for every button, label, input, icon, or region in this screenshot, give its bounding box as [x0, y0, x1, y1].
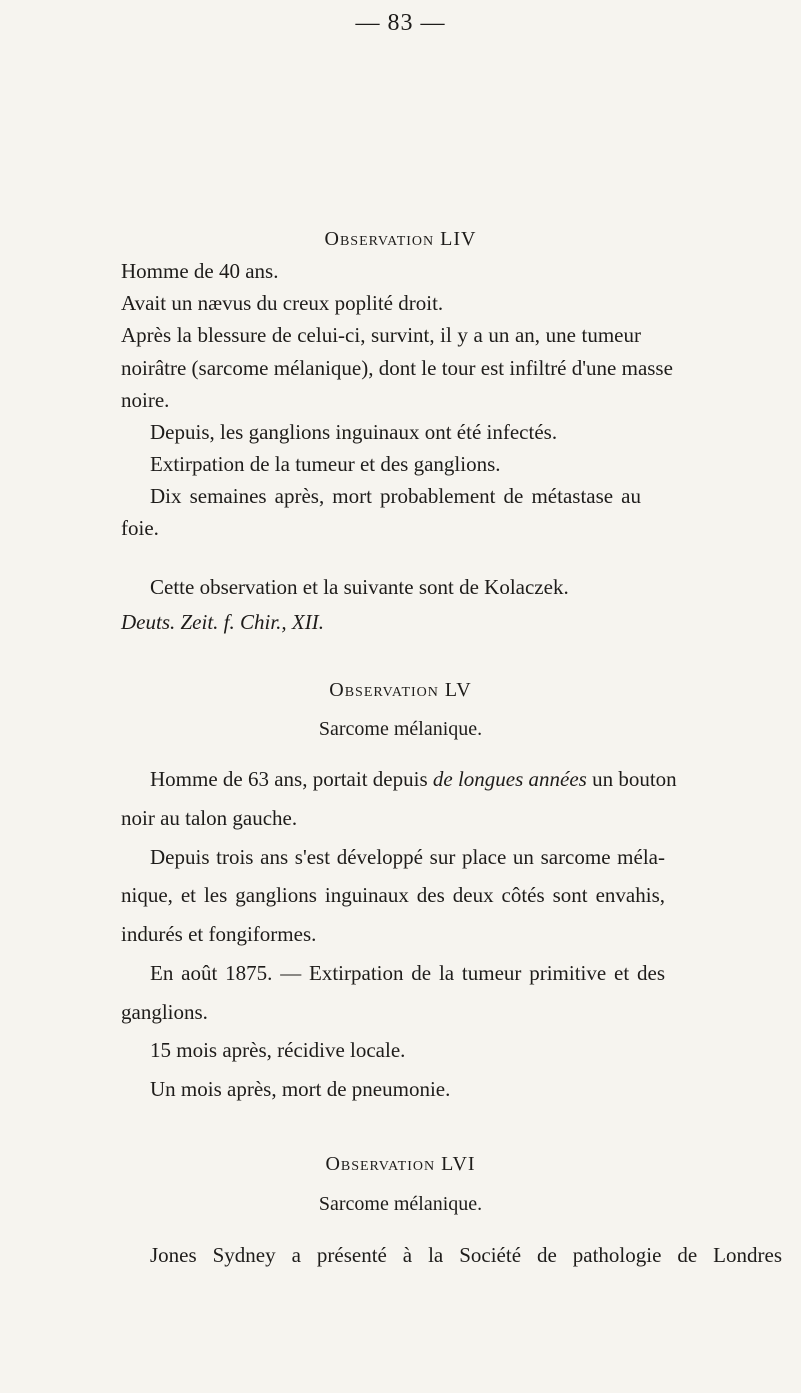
obs-liv-line-4: noirâtre (sarcome mélanique), dont le tour est infiltré d'une masse: [121, 356, 673, 380]
obs-liv-line-9: foie.: [121, 516, 159, 540]
obs-liv-note: Cette observation et la suivante sont de Kolaczek.: [150, 575, 569, 599]
obs-lv-line-1-italic: de longues années: [432, 767, 587, 791]
obs-lv-line-1-start: Homme de 63 ans, portait depuis: [150, 767, 433, 791]
obs-liv-line-3: Après la blessure de celui-ci, survint, il y a un an, une tumeur: [121, 323, 641, 347]
obs-liv-line-5: noire.: [121, 388, 170, 412]
obs-lvi-line-1: Jones Sydney a présenté à la Société de pathologie de Londres: [150, 1243, 782, 1267]
obs-lv-line-5: indurés et fongiformes.: [121, 922, 317, 946]
obs-liv-line-1: Homme de 40 ans.: [121, 259, 279, 283]
obs-lv-line-1-end: un bouton: [586, 767, 677, 791]
observation-lvi-subtitle: Sarcome mélanique.: [318, 1193, 483, 1215]
obs-liv-line-7: Extirpation de la tumeur et des ganglions.: [150, 452, 501, 476]
obs-liv-line-8: Dix semaines après, mort probablement de métastase au: [150, 484, 641, 508]
obs-lv-line-3: Depuis trois ans s'est développé sur place un sarcome méla-: [150, 845, 665, 869]
observation-lv-subtitle: Sarcome mélanique.: [318, 718, 483, 740]
observation-lv-title: Observation LV: [329, 679, 472, 701]
obs-lv-line-1: [150, 766, 677, 792]
obs-lv-line-9: Un mois après, mort de pneumonie.: [150, 1077, 451, 1101]
obs-liv-line-2: Avait un nævus du creux poplité droit.: [121, 291, 444, 315]
obs-liv-line-6: Depuis, les ganglions inguinaux ont été infectés.: [150, 420, 558, 444]
observation-lvi-title: Observation LVI: [325, 1153, 476, 1175]
obs-lv-line-4: nique, et les ganglions inguinaux des deux côtés sont envahis,: [121, 883, 665, 907]
obs-lv-line-8: 15 mois après, récidive locale.: [150, 1038, 406, 1062]
page-number: — 83 —: [355, 10, 446, 36]
obs-lv-line-7: ganglions.: [121, 1000, 208, 1024]
observation-liv-title: Observation LIV: [324, 228, 477, 250]
obs-lv-line-2: noir au talon gauche.: [121, 806, 298, 830]
obs-liv-reference: Deuts. Zeit. f. Chir., XII.: [121, 610, 324, 634]
obs-lv-line-6: En août 1875. — Extirpation de la tumeur primitive et des: [150, 961, 665, 985]
